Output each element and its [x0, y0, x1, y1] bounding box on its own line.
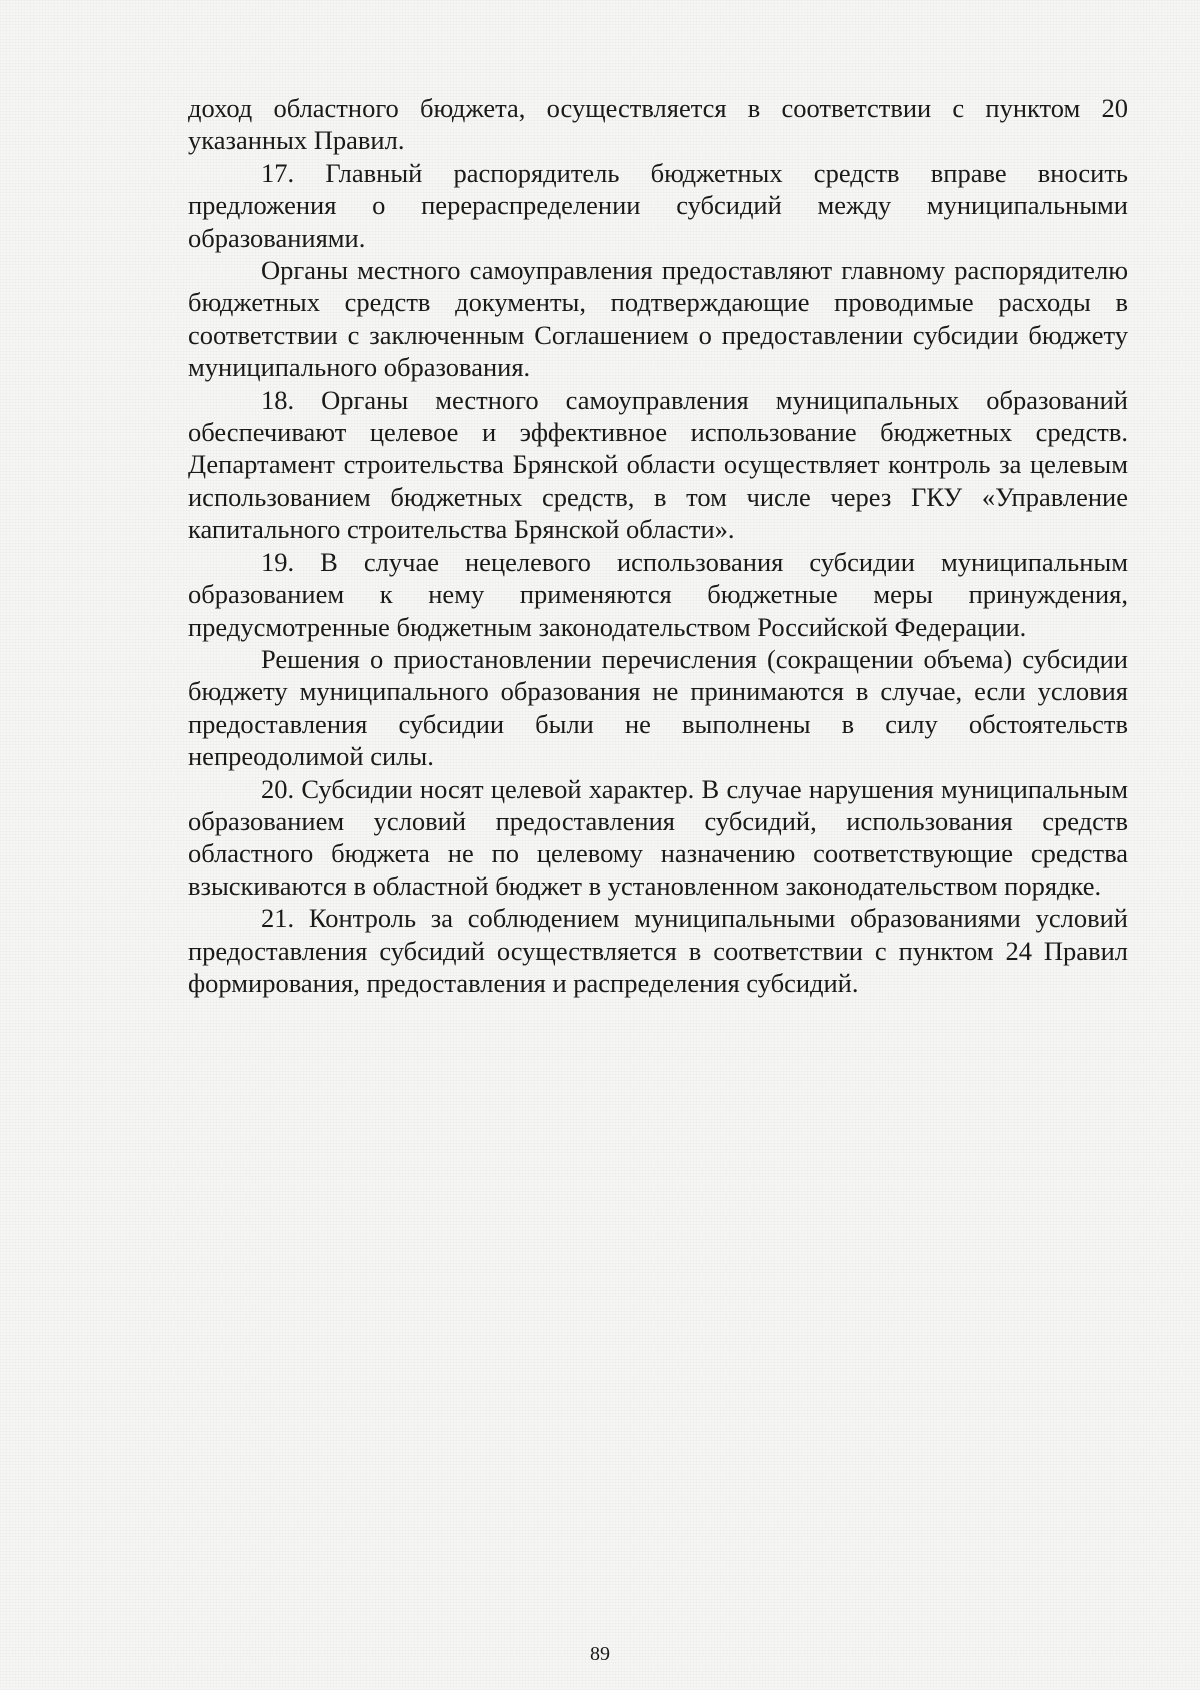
- paragraph-19: 19. В случае нецелевого использования субсидии муниципальным образованием к нему применяются бюджетные меры принуждения, предусмотренные бюджетным законодательством Российской Федерации.: [188, 546, 1128, 642]
- page-number: 89: [590, 1643, 610, 1665]
- paragraph-20: 20. Субсидии носят целевой характер. В случае нарушения муниципальным образованием условий предоставления субсидий, использования средств областного бюджета не по целевому назначению соответствующие средства взыскиваются в областной бюджет в установленном законодательством порядке.: [188, 773, 1128, 901]
- paragraph-continuation: доход областного бюджета, осуществляется в соответствии с пунктом 20 указанных Правил.: [188, 93, 1128, 156]
- paragraph-17-documents: Органы местного самоуправления предоставляют главному распорядителю бюджетных средств документы, подтверждающие проводимые расходы в соответствии с заключенным Соглашением о предоставлении субсидии бюджету муниципального образования.: [188, 255, 1128, 383]
- document-body: [188, 92, 1128, 999]
- paragraph-18: 18. Органы местного самоуправления муниципальных образований обеспечивают целевое и эффективное использование бюджетных средств. Департамент строительства Брянской области осуществляет контроль за целевым использованием бюджетных средств, в том числе через ГКУ «Управление капитального строительства Брянской области».: [188, 384, 1128, 545]
- paragraph-19-decisions: Решения о приостановлении перечисления (сокращении объема) субсидии бюджету муниципального образования не принимаются в случае, если условия предоставления субсидии были не выполнены в силу обстоятельств непреодолимой силы.: [188, 643, 1128, 772]
- paragraph-21: 21. Контроль за соблюдением муниципальными образованиями условий предоставления субсидий осуществляется в соответствии с пунктом 24 Правил формирования, предоставления и распределения субсидий.: [188, 903, 1128, 998]
- paragraph-17: 17. Главный распорядитель бюджетных средств вправе вносить предложения о перераспределении субсидий между муниципальными образованиями.: [188, 157, 1128, 253]
